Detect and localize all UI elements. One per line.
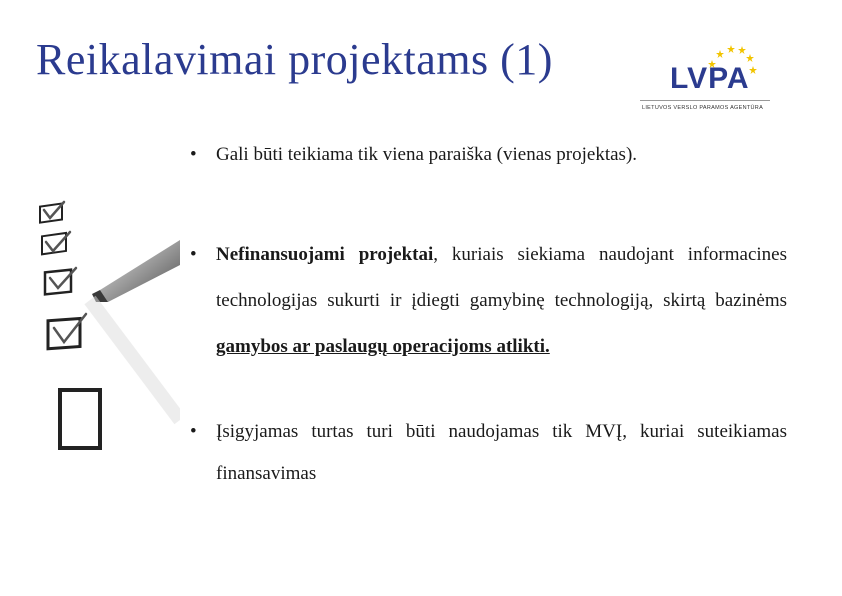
bullet-marker: •: [190, 244, 197, 266]
logo-divider: [640, 100, 770, 101]
lvpa-logo: [640, 40, 770, 118]
bullet-item: [190, 232, 787, 369]
logo-subtitle: LIETUVOS VERSLO PARAMOS AGENTŪRA: [642, 105, 764, 111]
checklist-pen-illustration: [30, 190, 180, 460]
bullet-marker: •: [190, 144, 197, 165]
logo-wordmark: LVPA: [670, 62, 750, 95]
bullet-text: , kuriais siekiama naudojant informacines technologijas sukurti ir įdiegti gamybinę technologiją, skirtą bazinėms: [216, 244, 787, 311]
bullet-lead-bold: Nefinansuojami projektai: [216, 244, 434, 266]
bullet-marker: •: [190, 421, 197, 443]
bullet-item: [190, 411, 787, 495]
bullet-item: [190, 140, 787, 170]
bullet-underlined-text: gamybos ar paslaugų operacijoms atlikti.: [216, 335, 550, 357]
bullet-text: Įsigyjamas turtas turi būti naudojamas tik MVĮ, kuriai suteikiamas finansavimas: [216, 421, 787, 484]
slide-title: Reikalavimai projektams (1): [36, 35, 553, 84]
bullet-text: Gali būti teikiama tik viena paraiška (vienas projektas).: [216, 144, 638, 165]
bullet-list: [190, 140, 787, 495]
